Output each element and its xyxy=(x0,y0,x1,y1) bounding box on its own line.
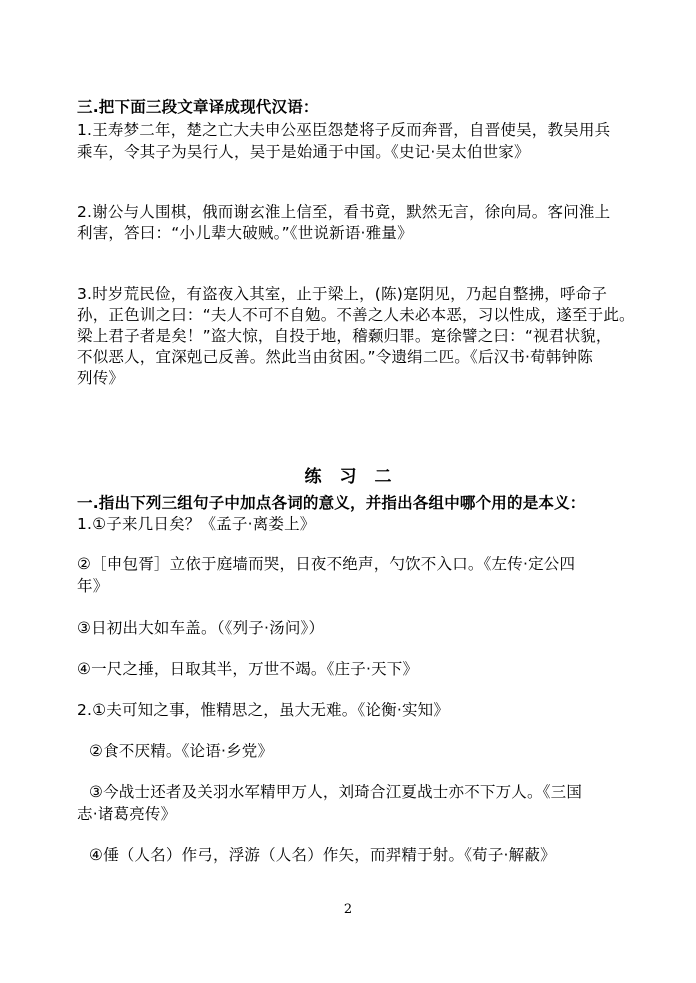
exercise-title: 练习二 xyxy=(304,467,410,487)
group2-item3-line1: ③今战士还者及关羽水军精甲万人，刘琦合江夏战士亦不下万人。《三国 xyxy=(89,783,583,801)
section3-p2-line1: 2.谢公与人围棋，俄而谢玄淮上信至，看书竟，默然无言，徐向局。客问淮上 xyxy=(77,203,611,221)
group2-item2: ②食不厌精。《论语·乡党》 xyxy=(89,742,274,760)
group2-item1: 2.①夫可知之事，惟精思之，虽大无难。《论衡·实知》 xyxy=(77,701,450,719)
section3-p3-line4: 不似恶人，宜深剋己反善。然此当由贫困。”令遗绢二匹。《后汉书·荀韩钟陈 xyxy=(77,348,593,366)
group1-item3: ③日初出大如车盖。（《列子·汤问》） xyxy=(77,619,325,637)
group2-item4: ④倕（人名）作弓，浮游（人名）作矢，而羿精于射。《荀子·解蔽》 xyxy=(89,846,556,864)
section3-p3-line1: 3.时岁荒民俭，有盗夜入其室，止于梁上，(陈)寔阴见，乃起自整拂，呼命子 xyxy=(77,285,608,303)
exercise-heading: 一.指出下列三组句子中加点各词的意义，并指出各组中哪个用的是本义： xyxy=(77,494,586,512)
section3-p3-line3: 梁上君子者是矣！”盗大惊，自投于地，稽颡归罪。寔徐譬之曰：“视君状貌， xyxy=(77,327,612,345)
section3-heading: 三.把下面三段文章译成现代汉语： xyxy=(77,98,319,116)
section3-p1-line2: 乘车，令其子为吴行人，吴于是始通于中国。《史记·吴太伯世家》 xyxy=(77,143,530,161)
group2-item3-line2: 志·诸葛亮传》 xyxy=(77,805,177,823)
section3-p3-line2: 孙，正色训之曰：“夫人不可不自勉。不善之人未必本恶，习以性成，遂至于此。 xyxy=(77,306,635,324)
section3-p2-line2: 利害，答曰：“小儿辈大破贼。”《世说新语·雅量》 xyxy=(77,224,413,242)
section3-p1-line1: 1.王寿梦二年，楚之亡大夫申公巫臣怨楚将子反而奔晋，自晋使吴，教吴用兵 xyxy=(77,121,611,139)
group1-item1: 1.①子来几日矣？《孟子·离娄上》 xyxy=(77,515,316,533)
page-number: 2 xyxy=(343,902,353,917)
group1-item2-line2: 年》 xyxy=(77,577,109,595)
group1-item4: ④一尺之捶，日取其半，万世不竭。《庄子·天下》 xyxy=(77,660,419,678)
section3-p3-line5: 列传》 xyxy=(77,369,125,387)
group1-item2-line1: ②［申包胥］立依于庭墙而哭，日夜不绝声，勺饮不入口。《左传·定公四 xyxy=(77,555,576,573)
